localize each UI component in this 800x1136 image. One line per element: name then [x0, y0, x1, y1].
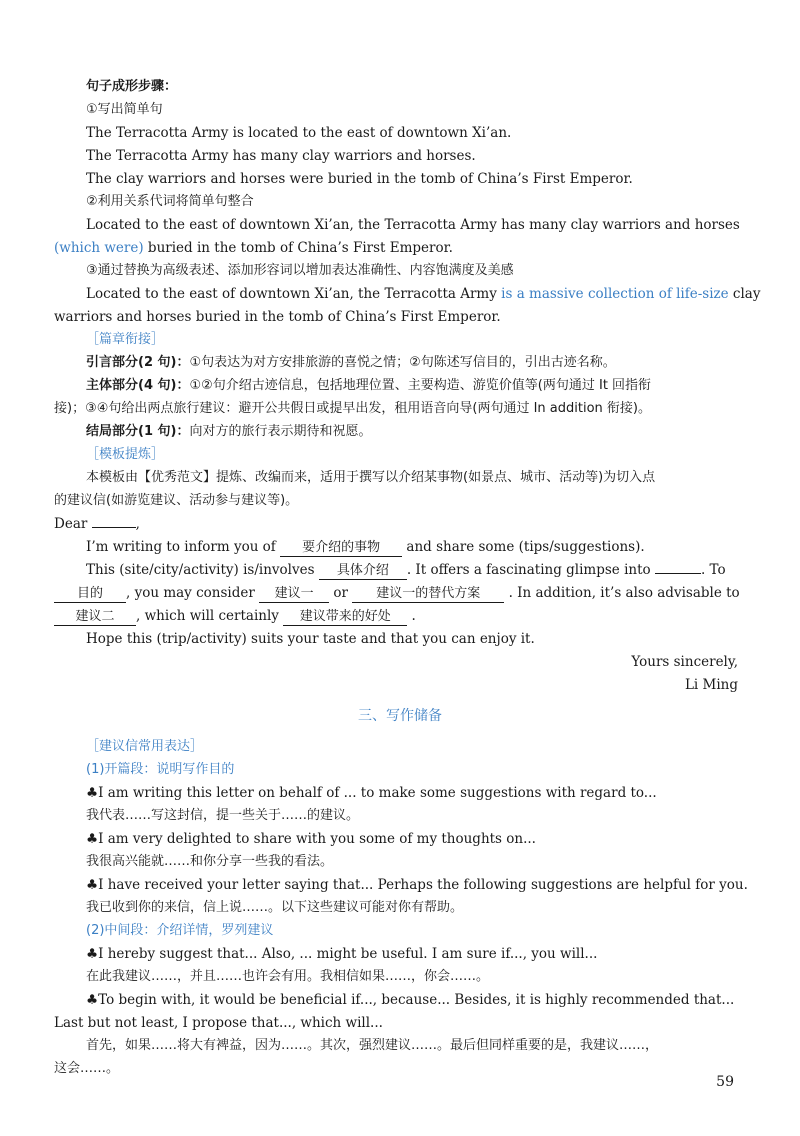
club-icon: ♣ [86, 992, 99, 1008]
template-description-line-1: 本模板由【优秀范文】提炼、改编而来，适用于撰写以介绍某事物(如景点、城市、活动等)为切入点 [86, 470, 656, 485]
body-part-line-1: 主体部分(4 句)：①②句介绍古迹信息，包括地理位置、主要构造、游览价值等(两句通过 It 回指衔 [86, 378, 652, 393]
expression-5-translation-line-2: 这会……。 [54, 1061, 120, 1076]
blank-suggestion-2: 建议二 [54, 609, 136, 626]
section-title-writing-reserve: 三、写作储备 [358, 708, 442, 724]
expression-1-translation: 我代表……写这封信，提一些关于……的建议。 [86, 808, 360, 823]
blank-benefit: 建议带来的好处 [283, 609, 407, 626]
closing: Yours sincerely, [631, 654, 738, 670]
expression-3-translation: 我已收到你的来信，信上说……。以下这些建议可能对你有帮助。 [86, 900, 464, 915]
section-bracket-transitions: ［篇章衔接］ [86, 332, 165, 347]
simple-sentence-2: The Terracotta Army has many clay warriors and horses. [86, 148, 476, 164]
advanced-phrase-highlight: is a massive collection of life-size [501, 286, 729, 302]
expression-5-line-2: Last but not least, I propose that..., which will... [54, 1015, 383, 1031]
simple-sentence-3: The clay warriors and horses were buried in the tomb of China’s First Emperor. [86, 171, 633, 187]
simple-sentence-1: The Terracotta Army is located to the east of downtown Xi’an. [86, 125, 512, 141]
expression-5-line-1: ♣To begin with, it would be beneficial if..., because... Besides, it is highly recommended that... [86, 992, 735, 1008]
expression-4-translation: 在此我建议……，并且……也许会有用。我相信如果……，你会……。 [86, 969, 490, 984]
subheading-middle: (2)中间段：介绍详情，罗列建议 [86, 923, 274, 938]
greeting-blank [92, 527, 136, 528]
step-3-label: ③通过替换为高级表述、添加形容词以增加表达准确性、内容饱满度及美感 [86, 263, 514, 278]
expression-4: ♣I hereby suggest that... Also, ... might be useful. I am sure if..., you will... [86, 946, 598, 962]
club-icon: ♣ [86, 946, 99, 962]
greeting-line: Dear , [54, 516, 140, 532]
template-sentence-5: Hope this (trip/activity) suits your taste and that you can enjoy it. [86, 631, 535, 647]
blank-topic: 要介绍的事物 [280, 540, 402, 557]
advanced-sentence-line-2: warriors and horses buried in the tomb of China’s First Emperor. [54, 309, 501, 325]
template-sentence-2: This (site/city/activity) is/involves 具体介绍 . It offers a fascinating glimpse into . To [86, 562, 726, 578]
template-sentence-4: 建议二 , which will certainly 建议带来的好处 . [54, 607, 416, 626]
template-sentence-1: I’m writing to inform you of 要介绍的事物 and share some (tips/suggestions). [86, 539, 645, 555]
relative-clause-highlight: (which were) [54, 240, 144, 256]
expression-1: ♣I am writing this letter on behalf of ... to make some suggestions with regard to... [86, 785, 657, 801]
club-icon: ♣ [86, 877, 99, 893]
template-description-line-2: 的建议信(如游览建议、活动参与建议等)。 [54, 493, 299, 508]
blank-alternative: 建议一的替代方案 [352, 586, 504, 603]
expression-5-translation-line-1: 首先，如果……将大有裨益，因为……。其次，强烈建议……。最后但同样重要的是，我建议……， [86, 1038, 659, 1053]
section-bracket-expressions: ［建议信常用表达］ [86, 739, 204, 754]
expression-2: ♣I am very delighted to share with you some of my thoughts on... [86, 831, 536, 847]
steps-heading: 句子成形步骤： [86, 79, 178, 94]
advanced-sentence-line-1: Located to the east of downtown Xi’an, the Terracotta Army is a massive collection of life-size clay [86, 286, 761, 302]
section-bracket-template: ［模板提炼］ [86, 447, 165, 462]
step-1-label: ①写出简单句 [86, 102, 163, 117]
blank-glimpse [655, 573, 701, 574]
subheading-opening: (1)开篇段：说明写作目的 [86, 762, 235, 777]
merged-sentence-line-2: (which were) buried in the tomb of China’s First Emperor. [54, 240, 453, 256]
club-icon: ♣ [86, 831, 99, 847]
signature: Li Ming [684, 677, 738, 693]
expression-2-translation: 我很高兴能就……和你分享一些我的看法。 [86, 854, 334, 869]
blank-details: 具体介绍 [319, 563, 407, 580]
template-sentence-3: 目的 , you may consider 建议一 or 建议一的替代方案 . In addition, it’s also advisable to [54, 584, 740, 603]
club-icon: ♣ [86, 785, 99, 801]
body-part-line-2: 接)；③④句给出两点旅行建议：避开公共假日或提早出发，租用语音向导(两句通过 In addition 衔接)。 [54, 401, 651, 416]
expression-3: ♣I have received your letter saying that... Perhaps the following suggestions are helpful for you. [86, 877, 748, 893]
step-2-label: ②利用关系代词将简单句整合 [86, 194, 254, 209]
ending-part: 结局部分(1 句)：向对方的旅行表示期待和祝愿。 [86, 424, 372, 439]
page-number: 59 [716, 1074, 734, 1090]
merged-sentence-line-1: Located to the east of downtown Xi’an, the Terracotta Army has many clay warriors and horses [86, 217, 740, 233]
intro-part: 引言部分(2 句)：①句表达为对方安排旅游的喜悦之情；②句陈述写信目的，引出古迹名称。 [86, 355, 616, 370]
blank-suggestion-1: 建议一 [259, 586, 329, 603]
blank-purpose: 目的 [54, 586, 126, 603]
